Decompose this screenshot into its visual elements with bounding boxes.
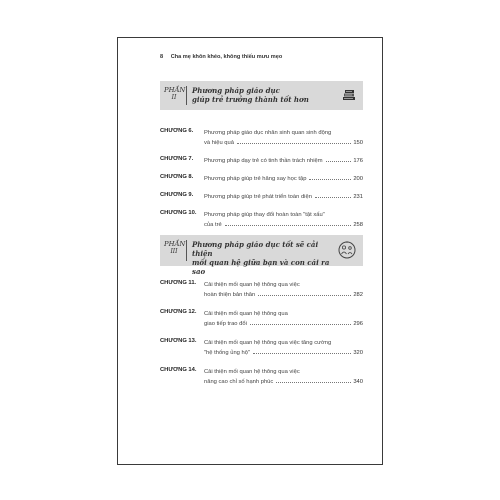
part-title: Phương pháp giáo dục tốt sẽ cải thiện mối quan hệ giữa bạn và con cái ra sao <box>192 240 330 276</box>
part-number: II <box>171 94 177 101</box>
part-label: PHẦN III <box>164 240 186 255</box>
chapter-page: 258 <box>353 222 363 228</box>
chapter-title: "hệ thống ủng hộ" <box>204 350 251 356</box>
toc-entry[interactable] <box>160 338 363 358</box>
toc-entry[interactable] <box>160 367 363 387</box>
chapter-label: CHƯƠNG 7. <box>160 156 194 162</box>
toc-entry[interactable] <box>160 280 363 300</box>
chapter-page: 231 <box>353 194 363 200</box>
chapter-title: Phương pháp giáo dục nhân sinh quan sinh động <box>204 130 332 136</box>
book-title: Cha mẹ khôn khéo, không thiếu mưu mẹo <box>170 54 283 60</box>
chapter-title: hoàn thiện bản thân <box>204 292 256 298</box>
toc-part-3 <box>160 280 363 395</box>
chapter-title: Phương pháp dạy trẻ có tinh thần trách nhiệm <box>204 158 323 164</box>
chapter-label: CHƯƠNG 13. <box>160 338 197 344</box>
part-banner-3 <box>160 235 363 276</box>
toc-entry[interactable] <box>160 156 363 166</box>
chapter-title: Cải thiện mối quan hệ thông qua việc <box>204 369 300 375</box>
chapter-page: 340 <box>353 379 363 385</box>
chapter-title: và hiệu quả <box>204 140 234 146</box>
chapter-page: 200 <box>353 176 363 182</box>
page-number: 8 <box>160 54 164 60</box>
toc-entry[interactable] <box>160 192 363 202</box>
chapter-label: CHƯƠNG 8. <box>160 174 194 180</box>
toc-part-2 <box>160 128 363 238</box>
leader-dots <box>258 295 351 296</box>
leader-dots <box>250 324 351 325</box>
part-title: Phương pháp giáo dục giúp trẻ trưởng thành tốt hơn <box>192 86 309 104</box>
toc-entry[interactable] <box>160 210 363 230</box>
chapter-title: Phương pháp giúp thay đổi hoàn toàn "tật xấu" <box>204 212 325 218</box>
running-head <box>160 54 282 60</box>
divider <box>186 240 187 261</box>
chapter-title: Cải thiện mối quan hệ thông qua việc tăng cường <box>204 340 332 346</box>
chapter-title: Phương pháp giúp trẻ phát triển toàn diện <box>204 194 312 200</box>
chapter-title: giao tiếp trao đổi <box>204 321 247 327</box>
chapter-page: 282 <box>353 292 363 298</box>
chapter-title: Cải thiện mối quan hệ thông qua việc <box>204 282 300 288</box>
chapter-page: 150 <box>353 140 363 146</box>
toc-entry[interactable] <box>160 128 363 148</box>
part-label: PHẦN II <box>164 86 186 101</box>
books-icon <box>341 86 357 107</box>
chapter-label: CHƯƠNG 9. <box>160 192 194 198</box>
leader-dots <box>225 225 352 226</box>
part-number: III <box>170 248 178 255</box>
chapter-page: 320 <box>353 350 363 356</box>
chapter-label: CHƯƠNG 11. <box>160 280 197 286</box>
leader-dots <box>326 161 352 162</box>
toc-entry[interactable] <box>160 309 363 329</box>
chapter-label: CHƯƠNG 10. <box>160 210 197 216</box>
chapter-title: Cải thiện mối quan hệ thông qua <box>204 311 288 317</box>
divider <box>186 86 187 105</box>
book-page <box>117 37 383 465</box>
family-icon <box>337 240 357 265</box>
chapter-label: CHƯƠNG 6. <box>160 128 194 134</box>
chapter-label: CHƯƠNG 14. <box>160 367 197 373</box>
leader-dots <box>309 179 351 180</box>
toc-entry[interactable] <box>160 174 363 184</box>
chapter-label: CHƯƠNG 12. <box>160 309 197 315</box>
chapter-title: của trẻ <box>204 222 222 228</box>
leader-dots <box>276 382 351 383</box>
part-banner-2 <box>160 81 363 110</box>
chapter-page: 176 <box>353 158 363 164</box>
chapter-title: Phương pháp giúp trẻ hăng say học tập <box>204 176 307 182</box>
leader-dots <box>237 143 351 144</box>
chapter-page: 296 <box>353 321 363 327</box>
leader-dots <box>315 197 351 198</box>
chapter-title: nâng cao chỉ số hạnh phúc <box>204 379 274 385</box>
leader-dots <box>253 353 351 354</box>
